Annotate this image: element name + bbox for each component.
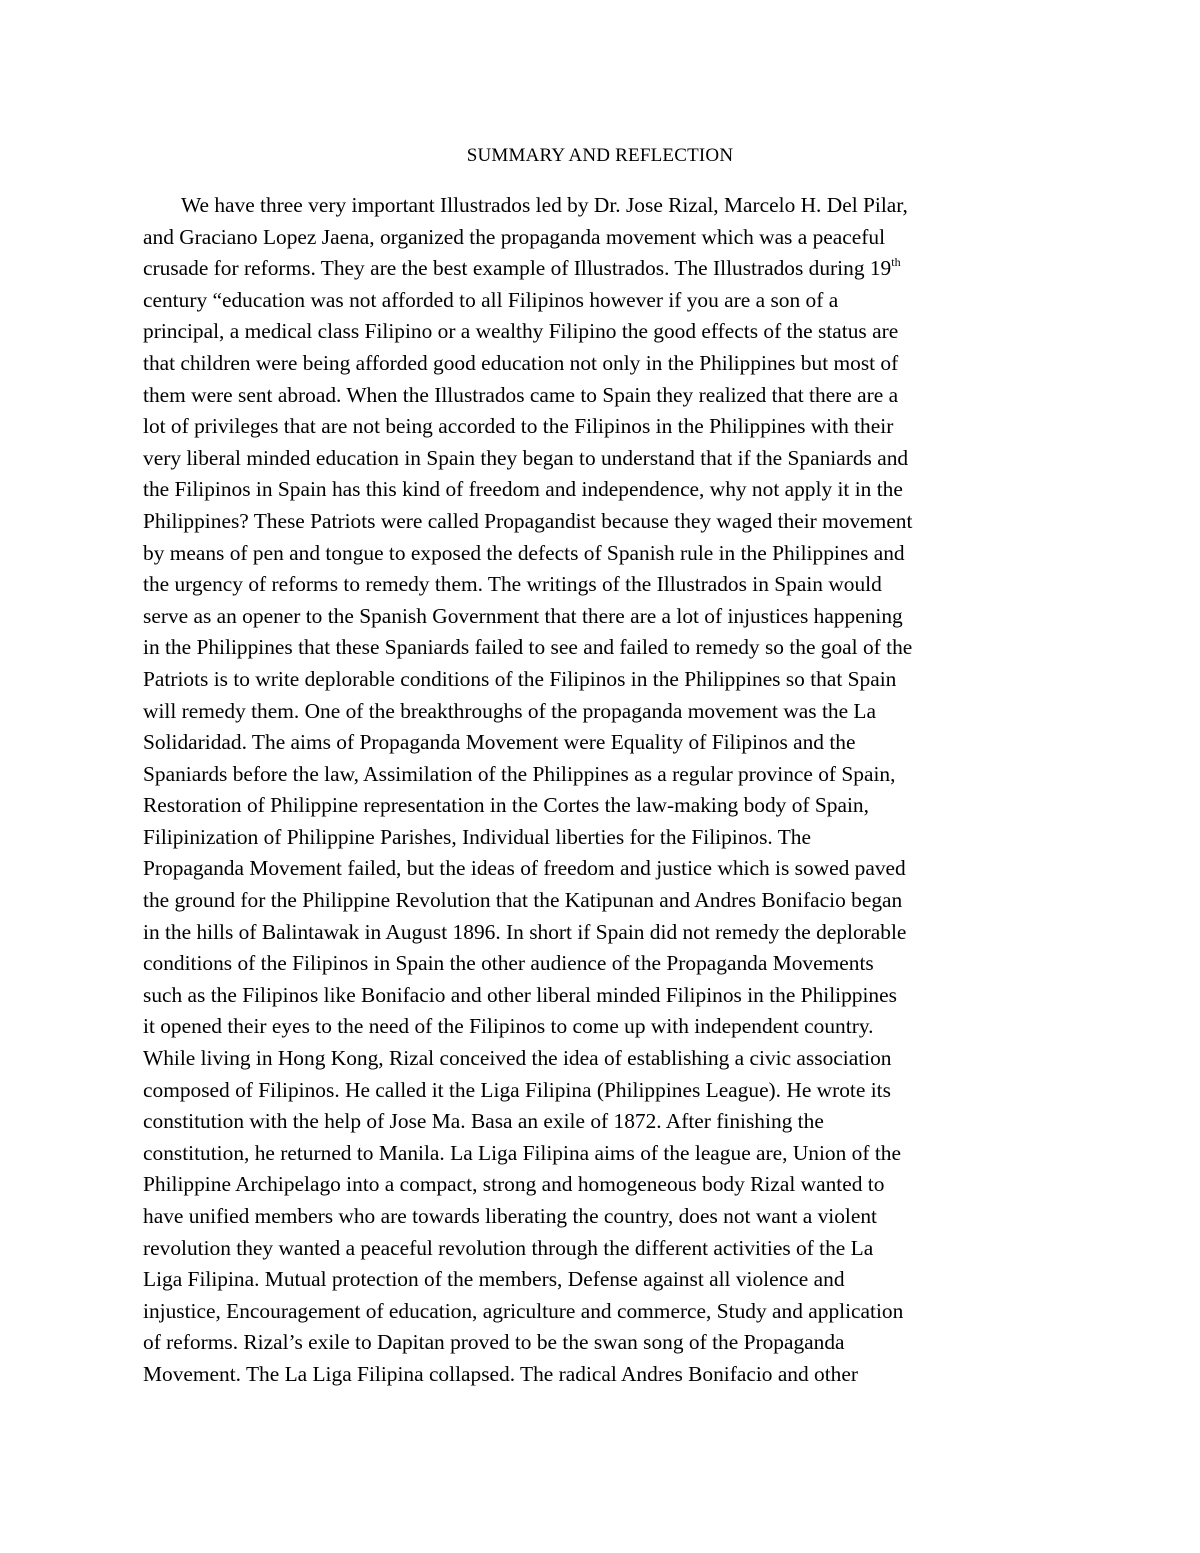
- body-line-text: crusade for reforms. They are the best example of Illustrados. The Illustrados during 19: [143, 256, 892, 281]
- body-line: in the Philippines that these Spaniards failed to see and failed to remedy so the goal of the: [143, 635, 913, 660]
- body-line: We have three very important Illustrados led by Dr. Jose Rizal, Marcelo H. Del Pilar,: [181, 193, 908, 217]
- body-line: Patriots is to write deplorable conditions of the Filipinos in the Philippines so that Spain: [143, 666, 897, 691]
- body-line: Propaganda Movement failed, but the ideas of freedom and justice which is sowed paved: [143, 856, 906, 881]
- body-line: Philippines? These Patriots were called Propagandist because they waged their movement: [143, 508, 913, 533]
- body-line: serve as an opener to the Spanish Government that there are a lot of injustices happening: [143, 603, 903, 628]
- body-line: Movement. The La Liga Filipina collapsed. The radical Andres Bonifacio and other: [143, 1361, 858, 1386]
- body-line: by means of pen and tongue to exposed the defects of Spanish rule in the Philippines and: [143, 540, 905, 565]
- body-line: Liga Filipina. Mutual protection of the members, Defense against all violence and: [143, 1267, 845, 1292]
- body-line: such as the Filipinos like Bonifacio and other liberal minded Filipinos in the Philippines: [143, 982, 897, 1007]
- body-line-with-superscript: [143, 253, 1083, 285]
- body-line: While living in Hong Kong, Rizal conceived the idea of establishing a civic association: [143, 1046, 892, 1071]
- body-line: lot of privileges that are not being accorded to the Filipinos in the Philippines with their: [143, 414, 894, 439]
- body-line: them were sent abroad. When the Illustrados came to Spain they realized that there are a: [143, 382, 899, 407]
- body-line: that children were being afforded good education not only in the Philippines but most of: [143, 350, 899, 375]
- body-line: Solidaridad. The aims of Propaganda Movement were Equality of Filipinos and the: [143, 730, 856, 755]
- body-line: will remedy them. One of the breakthroughs of the propaganda movement was the La: [143, 698, 876, 723]
- body-line: Restoration of Philippine representation in the Cortes the law-making body of Spain,: [143, 793, 869, 818]
- body-line: the urgency of reforms to remedy them. The writings of the Illustrados in Spain would: [143, 572, 882, 597]
- body-line: have unified members who are towards liberating the country, does not want a violent: [143, 1204, 877, 1228]
- body-line: it opened their eyes to the need of the Filipinos to come up with independent country.: [143, 1014, 874, 1039]
- document-body: [143, 190, 1083, 1391]
- body-line: revolution they wanted a peaceful revolution through the different activities of the La: [143, 1235, 874, 1260]
- body-line: composed of Filipinos. He called it the Liga Filipina (Philippines League). He wrote its: [143, 1077, 891, 1102]
- body-line: injustice, Encouragement of education, agriculture and commerce, Study and application: [143, 1298, 904, 1323]
- body-line: Philippine Archipelago into a compact, strong and homogeneous body Rizal wanted to: [143, 1172, 885, 1197]
- body-line: Spaniards before the law, Assimilation of the Philippines as a regular province of Spain,: [143, 761, 896, 786]
- body-line: very liberal minded education in Spain they began to understand that if the Spaniards and: [143, 445, 909, 470]
- body-line: principal, a medical class Filipino or a wealthy Filipino the good effects of the status are: [143, 319, 899, 344]
- body-line: the ground for the Philippine Revolution that the Katipunan and Andres Bonifacio began: [143, 888, 903, 913]
- document-title: SUMMARY AND REFLECTION: [466, 145, 734, 166]
- body-line: century “education was not afforded to all Filipinos however if you are a son of a: [143, 287, 839, 312]
- body-line: constitution with the help of Jose Ma. Basa an exile of 1872. After finishing the: [143, 1109, 824, 1134]
- body-line: of reforms. Rizal’s exile to Dapitan proved to be the swan song of the Propaganda: [143, 1330, 845, 1355]
- body-line: and Graciano Lopez Jaena, organized the propaganda movement which was a peaceful: [143, 224, 886, 249]
- ordinal-superscript: th: [891, 255, 901, 270]
- body-line: the Filipinos in Spain has this kind of freedom and independence, why not apply it in the: [143, 477, 903, 502]
- body-line: constitution, he returned to Manila. La Liga Filipina aims of the league are, Union of the: [143, 1140, 901, 1165]
- body-line: in the hills of Balintawak in August 1896. In short if Spain did not remedy the deplorable: [143, 919, 907, 944]
- body-line: Filipinization of Philippine Parishes, Individual liberties for the Filipinos. The: [143, 824, 811, 849]
- body-line: conditions of the Filipinos in Spain the other audience of the Propaganda Movements: [143, 951, 874, 976]
